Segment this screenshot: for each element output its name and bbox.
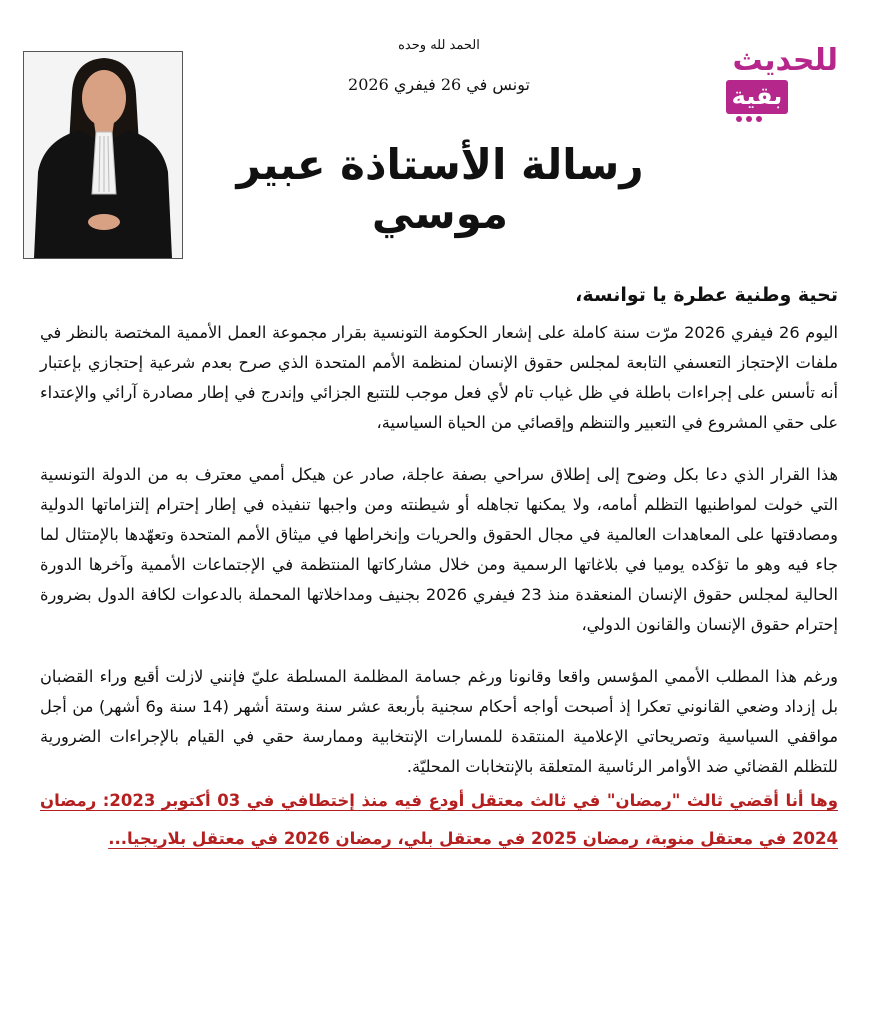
- logo-box-text: بقية: [726, 80, 788, 114]
- closing-highlight: وها أنا أقضي ثالث "رمضان" في ثالث معتقل أودع فيه منذ إختطافي في 03 أكتوبر 2023: رمضان 2024 في معتقل منوبة، رمضان 2025 في معتقل بلي، رمضان 2026 في معتقل بلاريجيا...: [40, 791, 839, 848]
- brand-logo: [722, 44, 840, 124]
- logo-dot: [746, 116, 752, 122]
- paragraph-1: اليوم 26 فيفري 2026 مرّت سنة كاملة على إشعار الحكومة التونسية بقرار مجموعة العمل الأممية المختصة بالنظر في ملفات الإحتجاز التعسفي التابعة لمجلس حقوق الإنسان لمنظمة الأمم المتحدة الذي صرح بعدم شرعية إحتجازي بإعتبار أنه تأسس على إجراءات باطلة في ظل غياب تام لأي فعل موجب للتتبع الجزائي وإندرج في إطار مصادرة آرائي والإعتداء على حقي المشروع في التعبير والتنظم وإقصائي من الحياة السياسية،: [40, 323, 838, 432]
- letter-body: [40, 284, 838, 858]
- paragraph-3: ورغم هذا المطلب الأممي المؤسس واقعا وقانونا ورغم جسامة المظلمة المسلطة عليّ فإنني لازلت أقبع وراء القضبان بل إزداد وضعي القانوني تعكرا إذ أصبحت أواجه أحكام سجنية بأربعة عشر سنة وستة أشهر (14 سنة و6 أشهر) من أجل مواقفي السياسية وتصريحاتي الإعلامية المنتقدة للمسارات الإنتخابية وممارسة حقي في القيام بالإجراءات الضرورية للتظلم القضائي ضد الأوامر الرئاسية المتعلقة بالإنتخابات المحليّة.: [40, 667, 838, 776]
- logo-top-text: للحديث: [732, 43, 838, 78]
- paragraph-2: هذا القرار الذي دعا بكل وضوح إلى إطلاق سراحي بصفة عاجلة، صادر عن هيكل أممي معترف به من الدولة التونسية التي خولت لمواطنيها التظلم أمامه، ولا يمكنها تجاهله أو شيطنته ومن واجبها تنفيذه في إطار إحترام إلتزاماتها الدولية ومصادقتها على المعاهدات العالمية في مجال الحقوق والحريات وإنخراطها في ميثاق الأمم المتحدة وتعهّدها بالإمتثال لما جاء فيه وهو ما تؤكده يوميا في بلاغاتها الرسمية ومن خلال مشاركاتها المنتظمة في الإجتماعات الأممية وآخرها الدورة الحالية لمجلس حقوق الإنسان المنعقدة منذ 23 فيفري 2026 بجنيف ومداخلاتها المحملة بالدعوات لكافة الدول بضرورة إحترام حقوق الإنسان والقانون الدولي،: [40, 465, 838, 634]
- logo-dot: [736, 116, 742, 122]
- invocation-line: الحمد لله وحده: [398, 38, 480, 53]
- logo-dot: [756, 116, 762, 122]
- greeting: تحية وطنية عطرة يا توانسة،: [575, 284, 838, 306]
- letter-title: رسالة الأستاذة عبير موسي: [236, 140, 644, 238]
- place-date-line: تونس في 26 فيفري 2026: [348, 75, 530, 94]
